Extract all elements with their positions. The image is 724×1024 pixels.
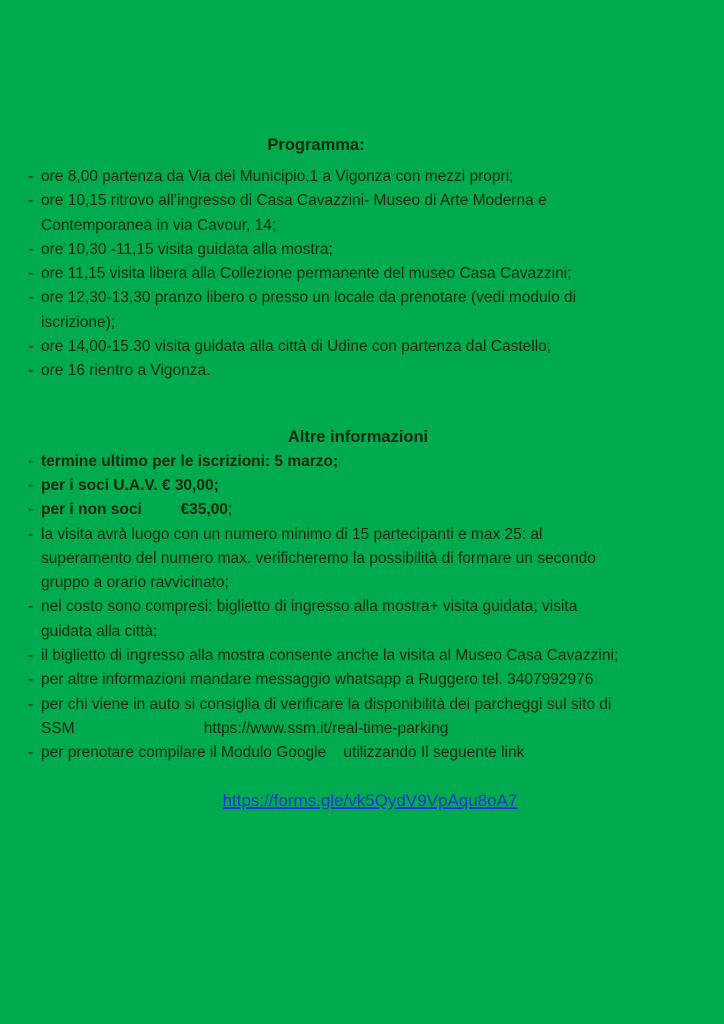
- bullet-dash: -: [28, 647, 34, 665]
- bullet-dash: -: [28, 289, 34, 307]
- text-segment: per prenotare compilare il Modulo Google utilizzando Il seguente link: [41, 744, 525, 762]
- info-list: [0, 450, 724, 766]
- list-item-text: [41, 262, 724, 286]
- list-item-line: [41, 644, 724, 668]
- list-item-line: [41, 335, 724, 359]
- text-segment: per altre informazioni mandare messaggio whatsapp a Ruggero tel. 3407992976: [41, 671, 594, 689]
- list-item-line: [41, 262, 724, 286]
- list-item: [0, 335, 724, 359]
- text-segment: ore 12,30-13,30 pranzo libero o presso un locale da prenotare (vedi modulo di: [41, 289, 577, 307]
- list-item-text: [41, 644, 724, 668]
- bullet-dash: -: [28, 476, 34, 494]
- info-title: Altre informazioni: [287, 427, 429, 446]
- list-item-text: [41, 359, 724, 383]
- text-segment: ;: [227, 501, 233, 519]
- list-item: [0, 523, 724, 596]
- list-item: [0, 262, 724, 286]
- list-item-text: [41, 523, 724, 596]
- bullet-dash: -: [28, 695, 34, 713]
- bullet-dash: -: [28, 525, 34, 543]
- list-item: [0, 644, 724, 668]
- bullet-dash: -: [28, 452, 34, 470]
- bullet-dash: -: [28, 168, 34, 185]
- list-item-line: [41, 238, 724, 262]
- text-segment: ore 10,30 -11,15 visita guidata alla mostra;: [41, 240, 333, 258]
- text-segment: ore 14,00-15.30 visita guidata alla città di Udine con partenza dal Castello;: [41, 338, 552, 356]
- text-segment: termine ultimo per le iscrizioni: 5 marzo;: [41, 452, 339, 470]
- list-item-line: [41, 620, 724, 644]
- bullet-dash: -: [28, 598, 34, 616]
- list-item-text: [41, 693, 724, 742]
- bullet-dash: -: [28, 192, 34, 210]
- text-segment: guidata alla città;: [41, 622, 158, 640]
- list-item: [0, 165, 724, 189]
- text-segment: SSM https://www.ssm.it/real-time-parking: [41, 719, 449, 737]
- text-segment: Contemporanea in via Cavour, 14;: [41, 216, 277, 234]
- list-item-line: [41, 286, 724, 310]
- list-item-line: [41, 474, 724, 498]
- list-item: [0, 238, 724, 262]
- list-item-text: [41, 474, 724, 498]
- list-item-line: [41, 717, 724, 741]
- list-item: [0, 595, 724, 644]
- text-segment: nel costo sono compresi: biglietto di ingresso alla mostra+ visita guidata; visita: [41, 598, 578, 616]
- list-item-line: [41, 359, 724, 383]
- list-item-line: [41, 668, 724, 692]
- bullet-dash: -: [28, 501, 34, 519]
- list-item-line: [41, 741, 724, 765]
- list-item: [0, 474, 724, 498]
- list-item-text: [41, 595, 724, 644]
- list-item-text: [41, 335, 724, 359]
- list-item-line: [41, 693, 724, 717]
- list-item-line: [41, 311, 724, 335]
- text-segment: superamento del numero max. verificheremo la possibilità di formare un secondo: [41, 549, 596, 567]
- bullet-dash: -: [28, 671, 34, 689]
- list-item: [0, 450, 724, 474]
- bullet-dash: -: [28, 362, 34, 380]
- list-item-text: [41, 668, 724, 692]
- text-segment: gruppo a orario ravvicinato;: [41, 574, 229, 592]
- list-item-text: [41, 741, 724, 765]
- text-segment: ore 8,00 partenza da Via del Municipio,1 a Vigonza con mezzi propri;: [41, 168, 514, 185]
- list-item: [0, 359, 724, 383]
- list-item-line: [41, 571, 724, 595]
- list-item-line: [41, 189, 724, 213]
- form-link-row: [8, 788, 724, 814]
- list-item-text: [41, 189, 724, 238]
- text-segment: per i non soci €35,00: [41, 501, 228, 519]
- list-item-line: [41, 547, 724, 571]
- list-item-line: [41, 165, 724, 189]
- list-item-line: [41, 523, 724, 547]
- list-item-text: [41, 450, 724, 474]
- bullet-dash: -: [28, 265, 34, 283]
- text-segment: il biglietto di ingresso alla mostra consente anche la visita al Museo Casa Cavazzini;: [41, 647, 619, 665]
- text-segment: per i soci U.A.V. € 30,00;: [41, 476, 219, 494]
- list-item-line: [41, 450, 724, 474]
- text-segment: ore 16 rientro a Vigonza.: [41, 362, 211, 380]
- text-segment: iscrizione);: [41, 313, 116, 331]
- list-item-line: [41, 498, 724, 522]
- bullet-dash: -: [28, 240, 34, 258]
- list-item-line: [41, 595, 724, 619]
- program-title: Programma:: [267, 136, 365, 154]
- text-segment: ore 10,15 ritrovo all’ingresso di Casa Cavazzini- Museo di Arte Moderna e: [41, 192, 547, 210]
- list-item: [0, 668, 724, 692]
- bullet-dash: -: [28, 338, 34, 356]
- text-segment: per chi viene in auto si consiglia di verificare la disponibilità dei parcheggi sul sito di: [41, 695, 612, 713]
- list-item-text: [41, 238, 724, 262]
- list-item: [0, 498, 724, 522]
- text-segment: ore 11,15 visita libera alla Collezione permanente del museo Casa Cavazzini;: [41, 265, 572, 283]
- list-item-line: [41, 214, 724, 238]
- google-form-link[interactable]: https://forms.gle/vk5QydV9VpAqu8oA7: [222, 790, 518, 810]
- list-item: [0, 189, 724, 238]
- list-item-text: [41, 165, 724, 189]
- list-item: [0, 286, 724, 335]
- list-item-text: [41, 286, 724, 335]
- bullet-dash: -: [28, 744, 34, 762]
- list-item: [0, 693, 724, 742]
- list-item: [0, 741, 724, 765]
- program-list: [0, 165, 724, 384]
- text-segment: la visita avrà luogo con un numero minimo di 15 partecipanti e max 25: al: [41, 525, 543, 543]
- list-item-text: [41, 498, 724, 522]
